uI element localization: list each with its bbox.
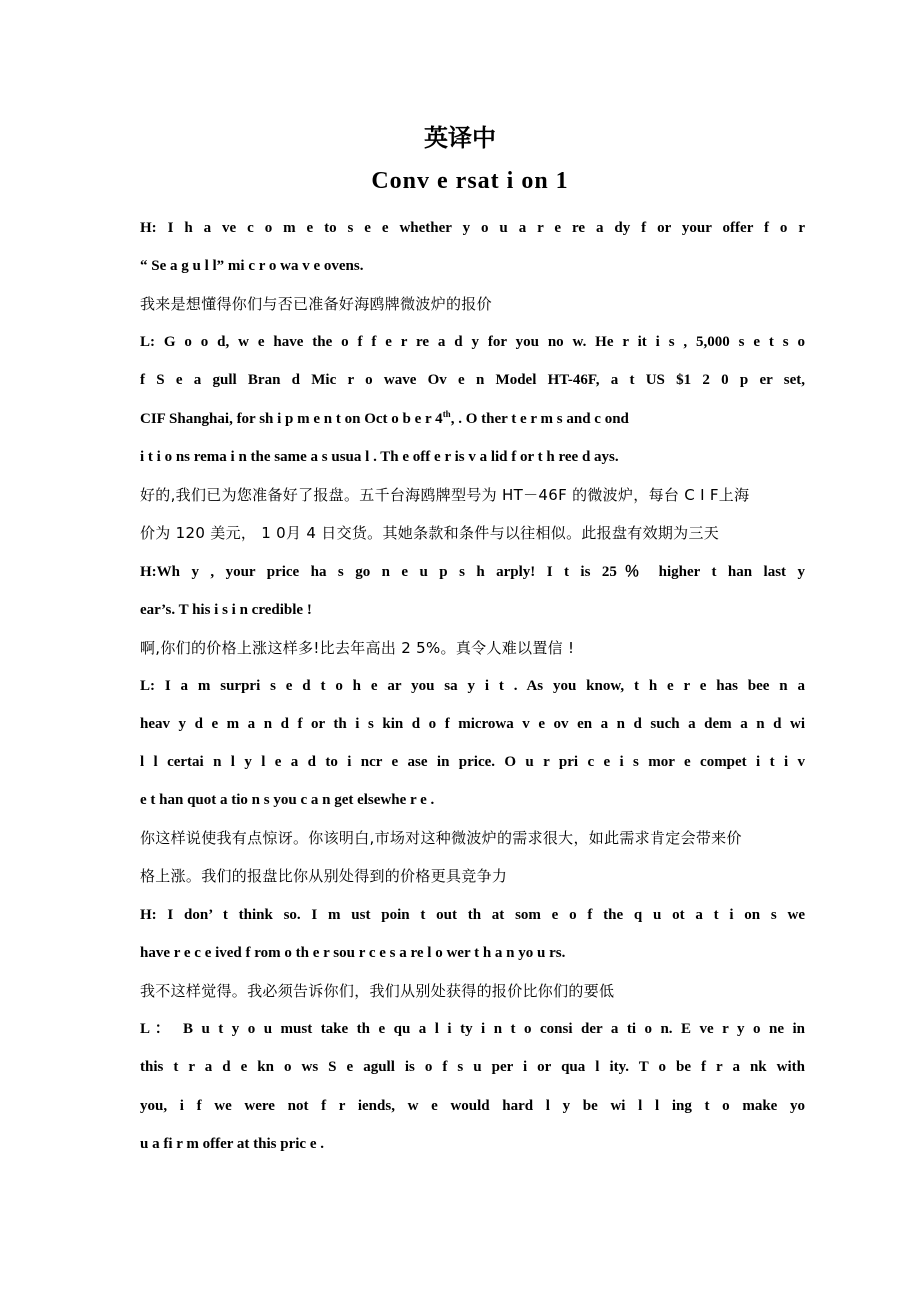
dialogue-line: “ Se a g u l l” mi c r o wa v e ovens. [140, 258, 364, 274]
dialogue-line: e t han quot a tio n s you c a n get elsewhe r e . [140, 792, 435, 808]
page-title-chinese: 英译中 [424, 124, 496, 152]
translation-line: 我不这样觉得。我必须告诉你们，我们从别处获得的报价比你们的要低 [140, 982, 615, 1000]
translation-line: 你这样说使我有点惊讶。你该明白,市场对这种微波炉的需求很大，如此需求肯定会带来价 [140, 829, 742, 847]
dialogue-line: this t r a d e kn o ws S e agull is o f s u per i or qua l ity. T o be f r a nk with [140, 1059, 805, 1075]
dialogue-line: H: I don’ t think so. I m ust poin t out th at som e o f the q u ot a t i on s we [140, 907, 805, 923]
dialogue-line: L： B u t y o u must take th e qu a l i ty i n t o consi der a ti o n. E ve r y o ne in [140, 1021, 805, 1037]
dialogue-line: ear’s. T his i s i n credible ! [140, 602, 312, 618]
dialogue-line: H:Wh y , your price ha s go n e u p s h arply! I t is 25％ higher t han last y [140, 564, 805, 580]
dialogue-line: l l certai n l y l e a d to i ncr e ase in price. O u r pri c e i s mor e compet i t i v [140, 754, 805, 770]
dialogue-line: f S e a gull Bran d Mic r o wave Ov e n Model HT-46F, a t US $1 2 0 p er set, [140, 372, 805, 388]
translation-line: 啊,你们的价格上涨这样多!比去年高出 2 5%。真令人难以置信 ! [140, 639, 575, 657]
dialogue-line: H: I h a ve c o m e to s e e whether y o u a r e re a dy f or your offer f o r [140, 220, 805, 236]
dialogue-line: L: I a m surpri s e d t o h e ar you sa y i t . As you know, t h e r e has bee n a [140, 678, 805, 694]
dialogue-line: heav y d e m a n d f or th i s kin d o f microwa v e ov en a n d such a dem a n d wi [140, 716, 805, 732]
dialogue-line: have r e c e ived f rom o th e r sou r c e s a re l o wer t h a n yo u rs. [140, 945, 566, 961]
dialogue-line: you, i f we were not f r iends, w e would hard l y be wi l l ing t o make yo [140, 1098, 805, 1114]
translation-line: 价为 120 美元， 1 0月 4 日交货。其她条款和条件与以往相似。此报盘有效期为三天 [140, 524, 720, 542]
translation-line: 我来是想懂得你们与否已准备好海鸥牌微波炉的报价 [140, 295, 492, 313]
translation-line: 好的,我们已为您准备好了报盘。五千台海鸥牌型号为 HT－46F 的微波炉，每台 C I F上海 [140, 486, 750, 504]
dialogue-line: L: G o o d, w e have the o f f e r re a d y for you no w. He r it i s , 5,000 s e t s o [140, 334, 805, 350]
dialogue-line [140, 407, 805, 431]
page-title-conversation: Conv e rsat i on 1 [371, 168, 569, 194]
dialogue-line-text: CIF Shanghai, for sh i p m e n t on Oct o b e r 4 [140, 411, 443, 427]
dialogue-line: u a fi r m offer at this pric e . [140, 1136, 324, 1152]
dialogue-line: i t i o ns rema i n the same a s usua l . Th e off e r is v a lid f or t h ree d ays. [140, 449, 619, 465]
translation-line: 格上涨。我们的报盘比你从别处得到的价格更具竞争力 [140, 867, 508, 885]
superscript-th: th [442, 409, 451, 419]
dialogue-line-tail: , . O ther t e r m s and c ond [450, 411, 629, 427]
